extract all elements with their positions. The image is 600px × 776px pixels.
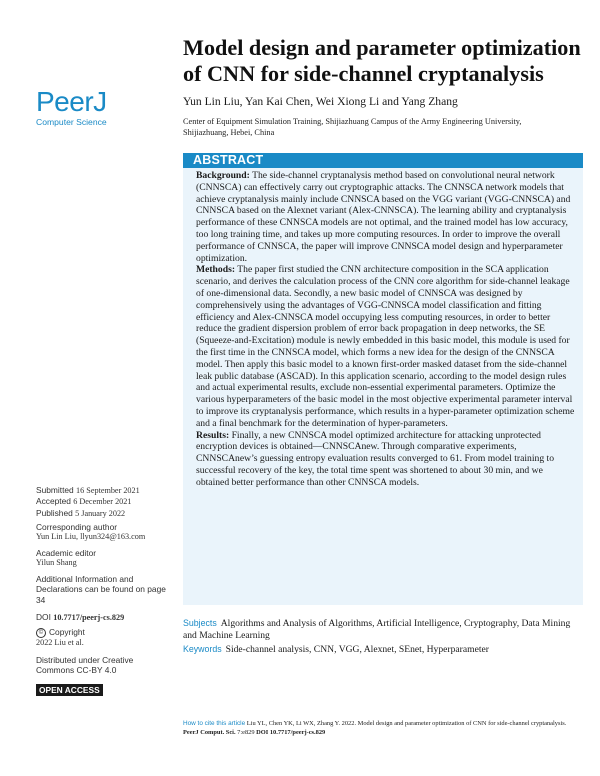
- open-access-badge: OPEN ACCESS: [36, 684, 103, 696]
- additional-info[interactable]: Additional Information and Declarations can be found on page 34: [36, 574, 166, 605]
- copyright: © Copyright 2022 Liu et al.: [36, 627, 85, 647]
- abstract-text: [196, 170, 577, 489]
- keywords: [183, 643, 583, 656]
- published-date: Published 5 January 2022: [36, 507, 126, 518]
- abstract-background: Background: The side-channel cryptanalysis method based on convolutional neural network (CNNSCA) can effectively carry out cryptographic attacks. The CNNSCA network models that achieve cryptanalysis mainly include CNNSCA based on the VGG variant (VGG-CNNSCA) and CNNSCA based on the Alexnet variant (Alex-CNNSCA). The learning ability and cryptanalysis performance of these CNNSCA models are not optimal, and the trained model has low accuracy, too long training time, and takes up more computing resources. In order to improve the overall performance of CNNSCA, the paper will improve CNNSCA model design and hyperparameter optimization.: [196, 170, 571, 264]
- subjects-value: Algorithms and Analysis of Algorithms, Artificial Intelligence, Cryptography, Data Mining and Machine Learning: [183, 618, 571, 641]
- paper-affiliation: Center of Equipment Simulation Training, Shijiazhuang Campus of the Army Engineering University, Shijiazhuang, Hebei, China: [183, 117, 522, 137]
- logo-subtitle: Computer Science: [36, 117, 107, 127]
- abstract-methods: Methods: The paper first studied the CNN architecture composition in the SCA application scenario, and derives the calculation process of the CNN core algorithm for side-channel leakage of one-dimensional data. Secondly, a new basic model of CNNSCA was designed by comprehensively using the advantages of VGG-CNNSCA model classification and fitting efficiency and Alex-CNNSCA model occupying less computing resources, in order to better reduce the gradient dispersion problem of error back propagation in deep networks, the SE (Squeeze-and-Excitation) module is newly embedded in this basic model, this module is used for the first time in the CNNSCA model, which forms a new idea for the design of the CNNSCA model. Then apply this basic model to a known first-order masked dataset from the side-channel leak public database (ASCAD). In this application scenario, according to the model design rules and actual experimental results, exclude non-essential experimental parameters. Optimize the various hyperparameters of the basic model in the most objective experimental parameter interval to improve its cryptanalysis performance, which results in a hyper-parameter optimization scheme and a final benchmark for the determination of hyper-parameters.: [196, 264, 575, 429]
- paper-title: Model design and parameter optimization of CNN for side-channel cryptanalysis: [183, 35, 581, 86]
- submitted-date: Submitted 16 September 2021: [36, 485, 140, 495]
- copyright-icon: ©: [36, 628, 46, 638]
- abstract-results: Results: Finally, a new CNNSCA model optimized architecture for attacking unprotected encryption devices is obtained—CNNSCAnew. Through comparative experiments, CNNSCAnew’s guessing entropy evaluation results converged to 61. From model training to successful recovery of the key, the total time spent was shortened to about 30 min, and we obtained better performance than other CNNSCA models.: [196, 429, 555, 488]
- sidebar-dates: [36, 485, 176, 519]
- logo-wordmark: PeerJ: [36, 86, 107, 117]
- abstract-heading: ABSTRACT: [193, 153, 264, 167]
- cite-label: How to cite this article: [183, 720, 246, 727]
- corresponding-author-name[interactable]: Yun Lin Liu, llyun324@163.com: [36, 532, 146, 542]
- corresponding-author: Corresponding author Yun Lin Liu, llyun324@163.com: [36, 522, 176, 543]
- paper-authors: Yun Lin Liu, Yan Kai Chen, Wei Xiong Li and Yang Zhang: [183, 95, 458, 108]
- keywords-label: Keywords: [183, 644, 222, 654]
- academic-editor: Academic editor Yilun Shang: [36, 548, 97, 568]
- keywords-value: Side-channel analysis, CNN, VGG, Alexnet, SEnet, Hyperparameter: [225, 644, 489, 655]
- doi-link[interactable]: 10.7717/peerj-cs.829: [53, 613, 125, 622]
- license[interactable]: Distributed under Creative Commons CC-BY 4.0: [36, 655, 134, 676]
- subjects-label: Subjects: [183, 618, 217, 628]
- doi: DOI 10.7717/peerj-cs.829: [36, 612, 125, 622]
- subjects: [183, 617, 583, 642]
- accepted-date: Accepted 6 December 2021: [36, 496, 132, 507]
- cite-doi[interactable]: DOI 10.7717/peerj-cs.829: [256, 728, 326, 736]
- how-to-cite: How to cite this article Liu YL, Chen YK, Li WX, Zhang Y. 2022. Model design and parameter optimization of CNN for side-channel cryptanalysis. PeerJ Comput. Sci. 7:e829 DOI 10.7717/peerj-cs.829: [183, 720, 567, 736]
- journal-logo: [36, 88, 128, 128]
